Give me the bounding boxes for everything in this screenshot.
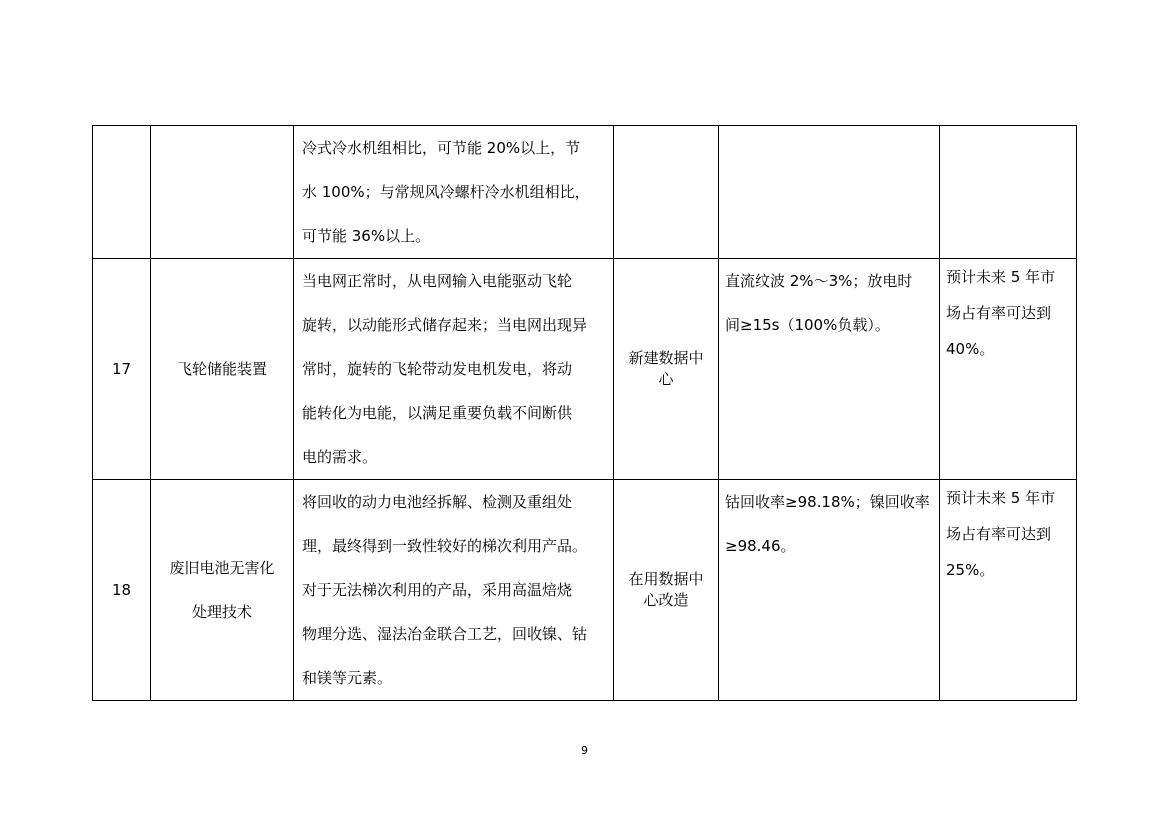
description-line: 物理分选、湿法冶金联合工艺，回收镍、钴 [302, 625, 588, 643]
technology-name-cell [151, 126, 294, 259]
market-outlook-cell [940, 126, 1077, 259]
application-scene-cell [614, 259, 719, 480]
metrics-line: ≥98.46。 [725, 537, 796, 555]
description-cell [294, 480, 614, 701]
description-line: 当电网正常时，从电网输入电能驱动飞轮 [302, 272, 573, 290]
row-number-cell [93, 480, 151, 701]
description-line: 和镁等元素。 [302, 669, 393, 687]
description-line: 能转化为电能，以满足重要负载不间断供 [302, 404, 573, 422]
technology-name: 废旧电池无害化 [169, 559, 275, 577]
market-outlook-line: 场占有率可达到 [946, 525, 1052, 543]
description-line: 水 100%；与常规风冷螺杆冷水机组相比， [302, 183, 590, 201]
row-number-cell [93, 126, 151, 259]
metrics-cell [719, 480, 940, 701]
row-number: 17 [111, 360, 132, 378]
row-number: 18 [111, 581, 132, 599]
market-outlook-line: 40%。 [946, 340, 995, 358]
description-line: 将回收的动力电池经拆解、检测及重组处 [302, 493, 573, 511]
metrics-line: 直流纹波 2%～3%；放电时 [725, 272, 913, 290]
technology-table [92, 125, 1077, 701]
market-outlook-line: 场占有率可达到 [946, 304, 1052, 322]
description-line: 常时，旋转的飞轮带动发电机发电，将动 [302, 360, 573, 378]
description-cell [294, 126, 614, 259]
technology-name-cell [151, 259, 294, 480]
metrics-line: 钴回收率≥98.18%；镍回收率 [725, 493, 930, 511]
metrics-cell [719, 259, 940, 480]
description-line: 电的需求。 [302, 448, 378, 466]
application-scene-line: 新建数据中 [628, 349, 704, 367]
application-scene-cell [614, 126, 719, 259]
metrics-cell [719, 126, 940, 259]
market-outlook-line: 预计未来 5 年市 [946, 489, 1056, 507]
technology-name: 飞轮储能装置 [176, 360, 267, 378]
description-cell [294, 259, 614, 480]
table-row [93, 480, 1077, 701]
row-number-cell [93, 259, 151, 480]
description-line: 理，最终得到一致性较好的梯次利用产品。 [302, 537, 588, 555]
table-row [93, 259, 1077, 480]
table-row [93, 126, 1077, 259]
technology-name-cell [151, 480, 294, 701]
description-line: 旋转，以动能形式储存起来；当电网出现异 [302, 316, 588, 334]
market-outlook-line: 预计未来 5 年市 [946, 268, 1056, 286]
application-scene-cell [614, 480, 719, 701]
description-line: 冷式冷水机组相比，可节能 20%以上，节 [302, 139, 581, 157]
metrics-line: 间≥15s（100%负载）。 [725, 316, 890, 334]
market-outlook-cell [940, 259, 1077, 480]
application-scene-line: 心 [658, 370, 674, 388]
application-scene-line: 心改造 [643, 591, 689, 609]
market-outlook-cell [940, 480, 1077, 701]
technology-name: 处理技术 [191, 603, 252, 621]
market-outlook-line: 25%。 [946, 561, 995, 579]
application-scene-line: 在用数据中 [628, 570, 704, 588]
description-line: 可节能 36%以上。 [302, 227, 431, 245]
page-number: 9 [581, 744, 588, 757]
description-line: 对于无法梯次利用的产品，采用高温焙烧 [302, 581, 573, 599]
